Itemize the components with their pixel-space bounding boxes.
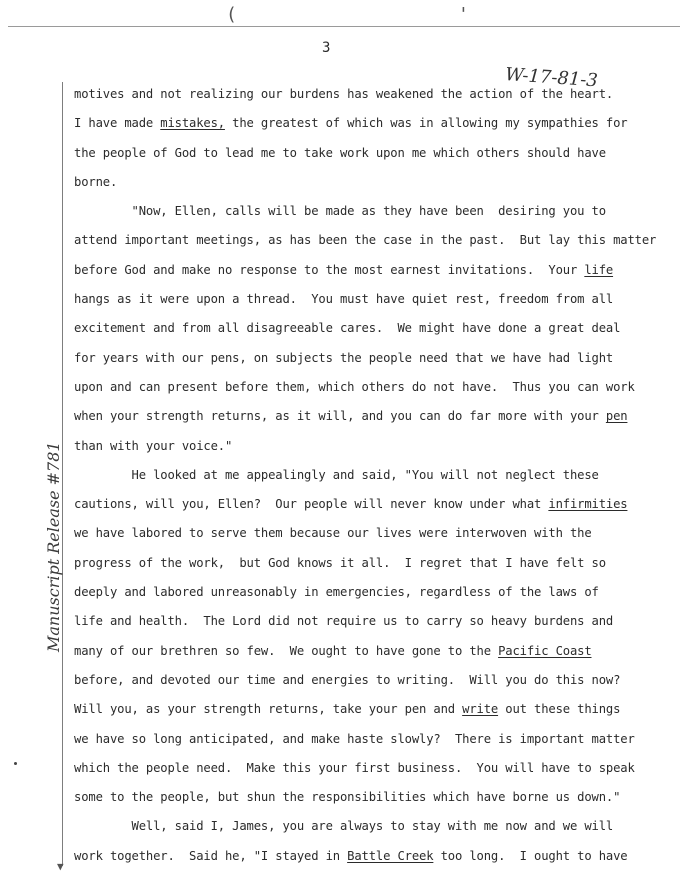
text-segment: Will you, as your strength returns, take your pen and: [74, 702, 463, 717]
text-segment: He looked at me appealingly and said, "You will not neglect these: [74, 467, 599, 482]
text-line: [74, 695, 674, 724]
text-line: [74, 285, 674, 314]
text-segment: the people of God to lead me to take work upon me which others should have: [74, 145, 606, 160]
page-number: 3: [322, 40, 331, 56]
body-text: [74, 80, 674, 871]
text-segment: progress of the work, but God knows it all. I regret that I have felt so: [74, 555, 606, 570]
text-line: [74, 197, 674, 226]
text-segment: "Now, Ellen, calls will be made as they have been desiring you to: [74, 204, 606, 219]
text-segment: too long. I ought to have: [433, 848, 628, 863]
text-segment: upon and can present before them, which others do not have. Thus you can work: [74, 379, 635, 394]
text-segment: the greatest of which was in allowing my sympathies for: [224, 116, 628, 131]
text-line: [74, 725, 674, 754]
text-line: [74, 139, 674, 168]
text-line: [74, 519, 674, 548]
text-line: [74, 226, 674, 255]
text-line: [74, 168, 674, 197]
text-segment: work together. Said he, "I stayed in: [74, 848, 348, 863]
text-line: [74, 109, 674, 138]
text-line: [74, 549, 674, 578]
text-segment: borne.: [74, 174, 118, 189]
text-line: [74, 578, 674, 607]
top-mark-left: (: [226, 4, 237, 25]
text-line: [74, 432, 674, 461]
text-line: [74, 256, 674, 285]
text-segment: excitement and from all disagreeable cares. We might have done a great deal: [74, 321, 621, 336]
text-segment: hangs as it were upon a thread. You must have quiet rest, freedom from all: [74, 292, 614, 307]
underlined-word: mistakes,: [160, 116, 225, 131]
text-line: [74, 373, 674, 402]
text-segment: many of our brethren so few. We ought to have gone to the: [74, 643, 499, 658]
text-segment: which the people need. Make this your first business. You will have to speak: [74, 760, 635, 775]
text-line: [74, 666, 674, 695]
text-line: [74, 637, 674, 666]
underlined-word: Pacific Coast: [498, 643, 592, 658]
text-segment: deeply and labored unreasonably in emergencies, regardless of the laws of: [74, 585, 599, 600]
text-segment: before, and devoted our time and energies to writing. Will you do this now?: [74, 672, 621, 687]
underlined-word: pen: [605, 409, 628, 424]
text-line: [74, 461, 674, 490]
text-line: [74, 812, 674, 841]
text-segment: motives and not realizing our burdens has weakened the action of the heart.: [74, 87, 614, 101]
text-segment: attend important meetings, as has been the case in the past. But lay this matter: [74, 233, 657, 248]
stray-mark: [14, 762, 17, 765]
text-segment: out these things: [498, 702, 621, 717]
text-segment: Well, said I, James, you are always to stay with me now and we will: [74, 819, 614, 834]
text-line: [74, 344, 674, 373]
underlined-word: life: [584, 262, 614, 277]
text-segment: life and health. The Lord did not require us to carry so heavy burdens and: [74, 614, 614, 629]
top-rule: [8, 26, 680, 27]
text-segment: I have made: [74, 116, 161, 131]
top-mark-right: ': [458, 4, 469, 25]
down-arrow-icon: ▼: [57, 860, 64, 873]
manuscript-release-stamp: Manuscript Release #781: [44, 441, 63, 652]
text-segment: for years with our pens, on subjects the people need that we have had light: [74, 350, 614, 365]
text-line: [74, 490, 674, 519]
text-segment: we have labored to serve them because our lives were interwoven with the: [74, 526, 592, 541]
underlined-word: write: [462, 702, 499, 717]
text-line: [74, 607, 674, 636]
text-segment: cautions, will you, Ellen? Our people will never know under what: [74, 497, 549, 512]
text-segment: some to the people, but shun the responsibilities which have borne us down.": [74, 790, 621, 805]
text-segment: before God and make no response to the most earnest invitations. Your: [74, 262, 585, 277]
underlined-word: infirmities: [548, 497, 628, 512]
file-number: W-17-81-3: [504, 64, 599, 92]
underlined-word: Battle Creek: [347, 848, 434, 863]
text-line: [74, 314, 674, 343]
text-line: [74, 842, 674, 871]
text-line: [74, 754, 674, 783]
text-segment: we have so long anticipated, and make haste slowly? There is important matter: [74, 731, 635, 746]
text-line: [74, 402, 674, 431]
text-line: [74, 80, 674, 109]
text-segment: than with your voice.": [74, 438, 233, 453]
text-line: [74, 783, 674, 812]
text-segment: when your strength returns, as it will, and you can do far more with your: [74, 409, 606, 424]
